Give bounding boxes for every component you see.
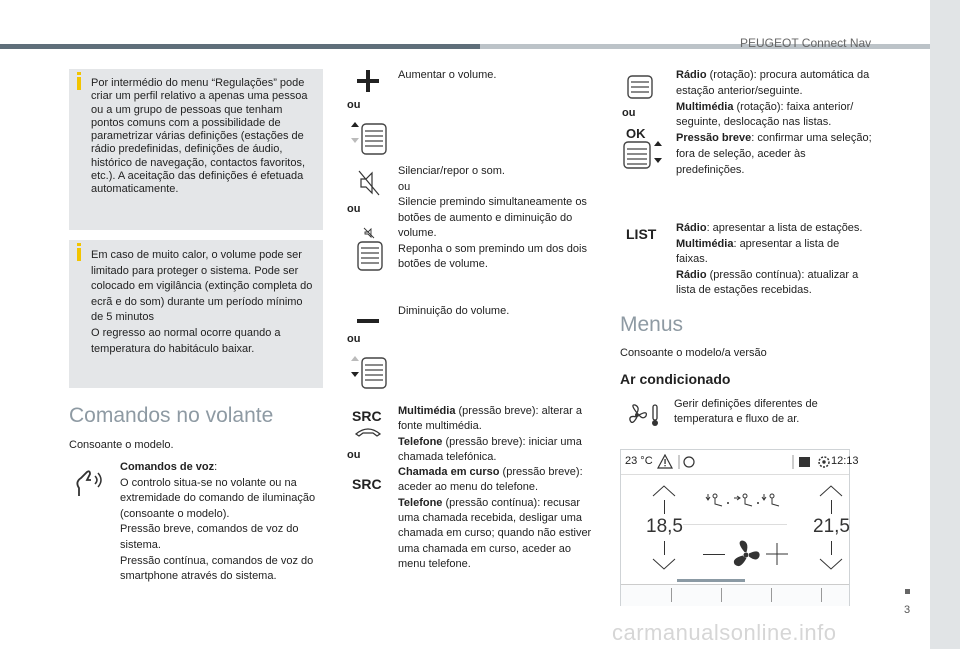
volume-down-text: Diminuição do volume. <box>398 305 510 317</box>
info-text-profiles: Por intermédio do menu “Regulações” pode criar um perfil relativo a apenas uma pessoa ou a um grupo de pessoas que tenham pontos comuns com a possibilidade de parametrizar várias definições (estações de rádio predefinidas, definições de áudio, histórico de navegação, contactos favoritos, etc.). A aceitação das definições é efetuada automaticamente. <box>91 77 308 196</box>
list-multimedia-label: Multimédia <box>676 237 734 250</box>
airflow-distribution-icons[interactable] <box>704 490 794 512</box>
src-phone-label: Telefone <box>398 435 443 448</box>
screen-bottom-bar <box>621 584 849 606</box>
screen-status-bar <box>621 450 859 475</box>
page-marker <box>905 589 910 594</box>
left-temperature: 18,5 <box>646 516 683 537</box>
info-icon <box>77 77 81 90</box>
src-call-text: (pressão breve): aceder ao menu do telefone. <box>398 466 583 494</box>
src-call-label: Chamada em curso <box>398 466 500 479</box>
voice-command-description: Comandos de voz: O controlo situa-se no volante ou na extremidade do comando de iluminação (consoante o modelo). Pressão breve, comandos de voz do sistema. Pressão contínua, comandos de voz do smartphone através do sistema. <box>120 461 316 583</box>
fan-icon <box>731 540 761 570</box>
ok-label: OK <box>626 126 646 141</box>
radio-text: (rotação): procura automática da estação anterior/seguinte. <box>676 69 870 97</box>
src-phone-text: (pressão breve): iniciar uma chamada telefónica. <box>398 435 582 463</box>
list-description <box>676 221 872 299</box>
mute-wheel-icon <box>356 226 384 277</box>
list-radio2-label: Rádio <box>676 268 707 281</box>
clock: 12:13 <box>831 455 859 467</box>
ac-title: Ar condicionado <box>620 371 731 387</box>
steering-title: Comandos no volante <box>69 404 274 427</box>
right-temperature: 21,5 <box>813 516 850 537</box>
or-label: ou <box>347 333 361 345</box>
src-phone2-text: (pressão contínua): recusar uma chamada recebida, desligar uma chamada em curso; quando não estiver uma chamada em curso, aceder ao menu telefone. <box>398 496 592 570</box>
bottom-bar-divider <box>771 588 772 602</box>
multimedia-text: (rotação): faixa anterior/ seguinte, deslocação nas listas. <box>676 100 854 129</box>
right-temp-down-chevron[interactable] <box>818 557 844 571</box>
voice-command-icon <box>73 466 109 500</box>
src-multimedia-text: (pressão breve): alterar a fonte multimédia. <box>398 405 583 433</box>
ok-wheel-icon <box>622 140 666 175</box>
src-label: SRC <box>352 408 382 424</box>
bottom-bar-divider <box>821 588 822 602</box>
rotary-description <box>676 68 872 179</box>
or-label: ou <box>347 99 361 111</box>
list-multimedia-text: : apresentar a lista de faixas. <box>676 237 840 266</box>
press-label: Pressão breve <box>676 132 752 145</box>
steering-subtitle: Consoante o modelo. <box>69 439 174 451</box>
ac-text: Gerir definições diferentes de temperatura e fluxo de ar. <box>674 398 818 425</box>
or-label: ou <box>347 203 361 215</box>
left-temp-line <box>664 541 665 555</box>
or-label: ou <box>347 449 361 461</box>
header-bar-dark <box>0 44 480 49</box>
fan-thermometer-icon <box>626 402 662 433</box>
bottom-bar-divider <box>671 588 672 602</box>
info-text-heat: Em caso de muito calor, o volume pode ser limitado para proteger o sistema. Pode ser colocado em vigilância (extinção completa do ecrã e do som) durante um período mínimo de 5 minutos O regresso ao normal ocorre quando a temperatura do habitáculo baixar. <box>91 249 313 355</box>
phone-icon <box>354 425 382 443</box>
volume-up-wheel-icon <box>346 122 388 161</box>
rotary-wheel-icon <box>626 74 654 105</box>
volume-down-wheel-icon <box>346 356 388 395</box>
watermark: carmanualsonline.info <box>612 620 837 645</box>
fan-level-bar <box>677 579 745 582</box>
voice-command-text: O controlo situa-se no volante ou na extremidade do comando de iluminação (consoante o modelo). Pressão breve, comandos de voz do sistema. Pressão contínua, comandos de voz do smartphone através do sistema. <box>120 476 316 583</box>
minus-icon <box>357 312 379 330</box>
outside-temperature: 23 °C <box>625 455 653 467</box>
list-radio2-text: (pressão contínua): atualizar a lista de estações recebidas. <box>676 268 859 297</box>
radio-label: Rádio <box>676 69 707 81</box>
screen-mode-icon <box>791 454 817 470</box>
volume-up-text: Aumentar o volume. <box>398 69 497 81</box>
menus-subtitle: Consoante o modelo/a versão <box>620 347 767 359</box>
list-label: LIST <box>626 226 657 242</box>
menus-title: Menus <box>620 313 684 336</box>
left-temp-down-chevron[interactable] <box>651 557 677 571</box>
fan-plus-button[interactable] <box>766 543 788 565</box>
right-temp-line <box>831 541 832 555</box>
warning-icon <box>657 454 701 470</box>
voice-command-label: Comandos de voz <box>120 461 215 473</box>
info-box-profiles <box>69 69 323 230</box>
or-label: ou <box>622 107 636 119</box>
src-description <box>398 404 594 572</box>
src-phone2-label: Telefone <box>398 496 443 509</box>
bottom-bar-divider <box>721 588 722 602</box>
mute-icon <box>358 170 380 201</box>
press-text: : confirmar uma seleção; fora de seleção, aceder às predefinições. <box>676 132 872 176</box>
list-radio-label: Rádio <box>676 222 707 234</box>
list-radio-text: : apresentar a lista de estações. <box>706 222 863 234</box>
screen-divider <box>683 524 787 525</box>
fan-minus-button[interactable] <box>703 554 725 555</box>
right-temp-line <box>831 500 832 514</box>
page-number: 3 <box>904 604 911 616</box>
src-multimedia-label: Multimédia <box>398 405 456 417</box>
page-sidebar <box>930 0 960 649</box>
multimedia-label: Multimédia <box>676 100 734 113</box>
info-icon <box>77 248 81 261</box>
mute-text: Silenciar/repor o som. ou Silencie premindo simultaneamente os botões de aumento e diminuição do volume. Reponha o som premindo um dos dois botões de volume. <box>398 165 587 270</box>
left-temp-line <box>664 500 665 514</box>
right-temp-up-chevron[interactable] <box>818 484 844 498</box>
plus-icon <box>357 70 379 92</box>
gear-icon <box>817 454 831 470</box>
src-label: SRC <box>352 476 382 492</box>
brand-title: PEUGEOT Connect Nav <box>740 36 872 50</box>
left-temp-up-chevron[interactable] <box>651 484 677 498</box>
climate-screen <box>620 449 859 606</box>
info-box-heat <box>69 240 323 388</box>
